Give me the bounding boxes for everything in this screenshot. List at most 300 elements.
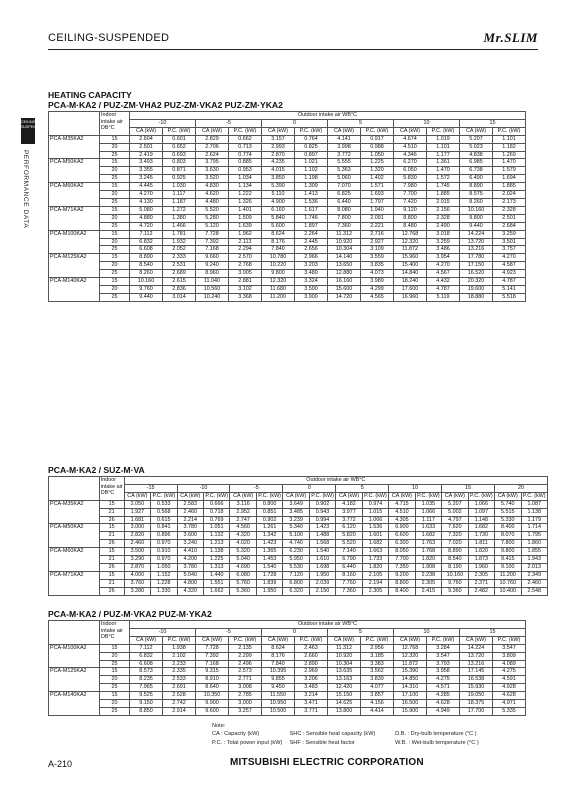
capacity-cell: 10.780 [262, 254, 295, 262]
power-cell: 1.097 [468, 508, 494, 516]
capacity-cell: 5.120 [196, 222, 229, 230]
capacity-cell: 10.560 [196, 285, 229, 293]
indoor-temp-cell: 25 [100, 222, 130, 230]
power-cell: 1.272 [163, 206, 196, 214]
power-cell: 1.365 [256, 548, 282, 556]
power-cell: 2.233 [163, 660, 196, 668]
power-cell: 3.383 [361, 660, 394, 668]
capacity-cell: 3.290 [124, 556, 150, 564]
capacity-cell: 2.870 [262, 151, 295, 159]
power-cell: 3.259 [427, 238, 460, 246]
capacity-cell: 2.604 [130, 135, 163, 143]
capacity-cell: 12.768 [394, 230, 427, 238]
power-cell: 1.820 [415, 556, 441, 564]
capacity-cell: 6.440 [336, 563, 362, 571]
power-column-header: P.C. (kW) [493, 127, 526, 135]
capacity-column-header: CA (kW) [124, 492, 150, 500]
power-cell: 0.533 [151, 500, 177, 508]
indoor-temp-cell: 25 [100, 270, 130, 278]
power-cell: 0.774 [229, 151, 262, 159]
capacity-cell: 8.850 [130, 707, 163, 715]
capacity-cell: 14.224 [460, 230, 493, 238]
capacity-cell: 4.000 [124, 571, 150, 579]
capacity-cell: 8.800 [394, 214, 427, 222]
power-cell: 1.222 [229, 191, 262, 199]
capacity-cell: 9.315 [196, 668, 229, 676]
indoor-temp-cell: 25 [100, 707, 130, 715]
capacity-cell: 6.985 [460, 159, 493, 167]
capacity-cell: 13.800 [328, 707, 361, 715]
capacity-cell: 8.480 [394, 222, 427, 230]
table-row [49, 278, 526, 286]
power-cell: 1.035 [415, 500, 441, 508]
power-column-header: P.C. (kW) [417, 492, 440, 499]
capacity-cell: 6.790 [336, 556, 362, 564]
power-cell: 2.039 [309, 579, 335, 587]
capacity-cell: 12.320 [394, 652, 427, 660]
power-cell: 1.571 [361, 183, 394, 191]
table-row [49, 652, 526, 660]
capacity-cell: 3.998 [328, 143, 361, 151]
table-row [49, 270, 526, 278]
capacity-cell: 7.360 [328, 222, 361, 230]
power-cell: 1.682 [415, 532, 441, 540]
power-cell: 1.932 [163, 238, 196, 246]
indoor-intake-label-line: intake air [101, 627, 123, 634]
power-cell: 3.005 [229, 270, 262, 278]
power-cell: 2.615 [163, 278, 196, 286]
capacity-cell: 6.738 [460, 167, 493, 175]
power-cell: 1.228 [151, 579, 177, 587]
capacity-cell: 2.706 [196, 143, 229, 151]
power-cell: 3.562 [361, 668, 394, 676]
table-row [49, 293, 526, 301]
indoor-temp-cell: 25 [100, 684, 130, 692]
table-row [49, 707, 526, 715]
capacity-cell: 4.510 [389, 508, 415, 516]
power-cell: 3.809 [493, 652, 526, 660]
capacity-cell: 3.795 [196, 159, 229, 167]
indoor-temp-cell: 26 [99, 540, 124, 548]
capacity-cell: 8.400 [389, 587, 415, 595]
capacity-cell: 5.100 [283, 532, 309, 540]
capacity-cell: 15.600 [328, 285, 361, 293]
capacity-cell: 10.160 [442, 571, 468, 579]
power-cell: 4.565 [361, 293, 394, 301]
indoor-intake-label-line: intake air [101, 118, 123, 125]
capacity-cell: 4.130 [130, 198, 163, 206]
capacity-cell: 9.800 [262, 270, 295, 278]
capacity-cell: 7.168 [196, 246, 229, 254]
power-cell: 2.194 [362, 579, 388, 587]
capacity-cell: 3.977 [336, 508, 362, 516]
power-cell: 1.117 [163, 191, 196, 199]
power-cell: 4.432 [427, 278, 460, 286]
power-cell: 1.610 [309, 556, 335, 564]
power-cell: 1.897 [295, 222, 328, 230]
capacity-column-header: CA (kW) [230, 492, 256, 500]
table-row [49, 246, 526, 254]
capacity-cell: 5.830 [394, 175, 427, 183]
capacity-cell: 9.855 [262, 676, 295, 684]
capacity-cell: 15.150 [328, 692, 361, 700]
power-cell: 0.917 [361, 135, 394, 143]
capacity-cell: 17.100 [394, 692, 427, 700]
power-cell: 2.691 [163, 684, 196, 692]
capacity-column-header: CA (kW) [196, 636, 229, 644]
power-cell: 1.050 [151, 563, 177, 571]
performance-table [48, 111, 548, 302]
indoor-temp-cell: 15 [100, 159, 130, 167]
capacity-cell: 14.140 [328, 254, 361, 262]
power-cell: 0.896 [151, 532, 177, 540]
capacity-cell: 4.270 [130, 191, 163, 199]
capacity-cell: 7.070 [328, 183, 361, 191]
capacity-cell: 3.000 [124, 524, 150, 532]
power-cell: 3.559 [361, 254, 394, 262]
power-cell: 3.109 [361, 246, 394, 254]
capacity-column-header: CA (kW) [328, 636, 361, 644]
table-row [49, 191, 526, 199]
capacity-cell: 3.355 [130, 167, 163, 175]
power-cell: 1.938 [163, 644, 196, 652]
capacity-cell: 1.681 [124, 516, 150, 524]
capacity-cell: 17.700 [460, 707, 493, 715]
indoor-temp-cell: 25 [100, 198, 130, 206]
power-column-header: P.C. (kW) [295, 636, 328, 644]
capacity-cell: 7.360 [336, 587, 362, 595]
power-cell: 2.371 [468, 579, 494, 587]
header-divider [48, 49, 538, 50]
capacity-cell: 3.239 [283, 516, 309, 524]
performance-table [48, 620, 548, 716]
power-cell: 1.423 [309, 524, 335, 532]
outdoor-temp-header: 20 [495, 484, 548, 492]
power-cell: 4.787 [493, 278, 526, 286]
outdoor-temp-header: 15 [442, 484, 495, 492]
power-cell: 0.970 [151, 556, 177, 564]
capacity-cell: 3.760 [124, 579, 150, 587]
power-cell: 4.923 [493, 270, 526, 278]
capacity-cell: 2.583 [177, 500, 203, 508]
note-item: CA : Capacity (kW) [212, 731, 260, 738]
indoor-intake-label-line: Indoor [101, 621, 117, 627]
indoor-temp-cell: 15 [100, 668, 130, 676]
capacity-cell: 7.965 [130, 684, 163, 692]
capacity-cell: 6.600 [389, 532, 415, 540]
power-cell: 1.138 [203, 548, 229, 556]
capacity-cell: 14.625 [328, 700, 361, 708]
capacity-cell: 3.649 [283, 500, 309, 508]
table-row [49, 524, 548, 532]
indoor-temp-cell: 15 [100, 230, 130, 238]
power-cell: 2.299 [229, 652, 262, 660]
power-cell: 1.361 [427, 159, 460, 167]
power-cell: 1.579 [493, 167, 526, 175]
power-cell: 0.925 [163, 175, 196, 183]
capacity-cell: 8.400 [495, 524, 521, 532]
capacity-cell: 4.510 [394, 143, 427, 151]
power-cell: 5.141 [493, 285, 526, 293]
capacity-cell: 6.300 [389, 540, 415, 548]
power-cell: 1.509 [229, 214, 262, 222]
capacity-cell: 8.260 [460, 198, 493, 206]
power-cell: 2.684 [493, 222, 526, 230]
capacity-cell: 8.573 [130, 668, 163, 676]
capacity-cell: 13.650 [328, 262, 361, 270]
capacity-cell: 5.320 [230, 548, 256, 556]
power-cell: 2.335 [163, 668, 196, 676]
table-row [49, 285, 526, 293]
power-cell: 2.689 [163, 270, 196, 278]
indoor-temp-cell: 15 [100, 183, 130, 191]
footer-brand: MITSUBISHI ELECTRIC CORPORATION [230, 757, 424, 768]
power-cell: 1.198 [295, 175, 328, 183]
note-title: Note: [212, 723, 226, 729]
power-cell: 0.713 [229, 143, 262, 151]
capacity-cell: 13.163 [328, 676, 361, 684]
power-cell: 1.470 [427, 167, 460, 175]
power-cell: 1.380 [163, 214, 196, 222]
capacity-column-header: CA (kW) [389, 492, 415, 500]
capacity-cell: 6.900 [389, 524, 415, 532]
capacity-cell: 5.555 [328, 159, 361, 167]
capacity-cell: 4.690 [230, 563, 256, 571]
power-cell: 2.333 [163, 254, 196, 262]
power-cell: 2.052 [163, 246, 196, 254]
capacity-cell: 10.920 [328, 238, 361, 246]
power-cell: 1.633 [415, 524, 441, 532]
power-cell: 1.885 [493, 183, 526, 191]
capacity-cell: 13.720 [460, 238, 493, 246]
power-cell: 4.571 [427, 684, 460, 692]
power-cell: 3.008 [229, 684, 262, 692]
power-cell: 4.275 [427, 676, 460, 684]
capacity-cell: 8.800 [389, 579, 415, 587]
capacity-cell: 11.550 [262, 692, 295, 700]
indoor-temp-cell: 20 [100, 143, 130, 151]
power-cell: 1.698 [309, 563, 335, 571]
capacity-cell: 6.608 [130, 246, 163, 254]
power-cell: 2.460 [521, 579, 548, 587]
capacity-cell: 9.525 [130, 692, 163, 700]
capacity-cell: 5.110 [262, 191, 295, 199]
power-cell: 0.825 [295, 143, 328, 151]
capacity-cell: 9.440 [130, 293, 163, 301]
capacity-cell: 8.160 [336, 571, 362, 579]
table-row [49, 692, 526, 700]
power-cell: 4.628 [493, 692, 526, 700]
capacity-cell: 16.520 [460, 270, 493, 278]
indoor-intake-label-line: DB°C [101, 125, 115, 131]
power-cell: 2.548 [521, 587, 548, 595]
capacity-cell: 4.900 [262, 198, 295, 206]
power-cell: 1.309 [295, 183, 328, 191]
capacity-cell: 8.910 [196, 676, 229, 684]
capacity-cell: 17.780 [460, 254, 493, 262]
capacity-column-header: CA (kW) [130, 636, 163, 644]
table-row [49, 660, 526, 668]
capacity-cell: 5.040 [230, 556, 256, 564]
capacity-cell: 10.160 [460, 206, 493, 214]
capacity-cell: 18.375 [460, 700, 493, 708]
table-row [49, 668, 526, 676]
power-cell: 2.328 [427, 214, 460, 222]
capacity-cell: 3.850 [262, 175, 295, 183]
model-name-cell: PCA-M50KA2 [49, 159, 100, 183]
power-cell: 1.714 [521, 524, 548, 532]
indoor-temp-cell: 15 [99, 500, 124, 508]
capacity-cell: 4.620 [196, 191, 229, 199]
power-cell: 0.718 [203, 508, 229, 516]
capacity-cell: 7.020 [442, 540, 468, 548]
capacity-cell: 15.900 [394, 707, 427, 715]
power-cell: 2.660 [295, 652, 328, 660]
capacity-cell: 4.182 [336, 500, 362, 508]
power-cell: 1.820 [468, 548, 494, 556]
indoor-temp-cell: 20 [100, 214, 130, 222]
capacity-cell: 9.800 [460, 214, 493, 222]
table-row [49, 548, 548, 556]
capacity-cell: 5.330 [495, 516, 521, 524]
outdoor-temp-header: 10 [389, 484, 442, 492]
power-cell: 1.423 [256, 540, 282, 548]
power-cell: 3.989 [361, 278, 394, 286]
power-cell: 1.313 [203, 563, 229, 571]
table-row [49, 684, 526, 692]
page-title: CEILING-SUSPENDED [48, 32, 170, 44]
table-row [49, 175, 526, 183]
capacity-cell: 4.560 [230, 524, 256, 532]
table-row [49, 532, 548, 540]
table-row [49, 135, 526, 143]
capacity-cell: 10.304 [328, 246, 361, 254]
indoor-temp-cell: 15 [99, 571, 124, 579]
indoor-temp-cell: 20 [100, 676, 130, 684]
capacity-cell: 5.002 [442, 508, 468, 516]
table-row [49, 700, 526, 708]
note-item: W.B. : Wet-bulb temperature (°C ) [395, 739, 479, 746]
power-cell: 1.470 [493, 159, 526, 167]
power-cell: 3.324 [295, 278, 328, 286]
capacity-cell: 5.600 [262, 222, 295, 230]
note-row [212, 739, 479, 747]
power-cell: 1.213 [203, 540, 229, 548]
power-cell: 2.969 [295, 668, 328, 676]
indoor-intake-header [100, 621, 130, 645]
section-heating-suz [48, 465, 548, 596]
power-cell: 1.330 [151, 587, 177, 595]
capacity-cell: 9.660 [196, 254, 229, 262]
capacity-cell: 9.120 [394, 206, 427, 214]
capacity-cell: 12.420 [328, 684, 361, 692]
section-heading: HEATING CAPACITY [48, 90, 132, 100]
capacity-cell: 2.214 [177, 516, 203, 524]
capacity-cell: 8.624 [262, 230, 295, 238]
capacity-cell: 4.480 [196, 198, 229, 206]
capacity-cell: 3.520 [196, 175, 229, 183]
power-cell: 3.480 [295, 270, 328, 278]
power-cell: 2.328 [493, 206, 526, 214]
power-cell: 4.156 [361, 700, 394, 708]
capacity-cell: 8.050 [389, 548, 415, 556]
capacity-column-header: CA (kW) [262, 636, 295, 644]
power-column-header: P.C. (kW) [295, 127, 328, 135]
power-cell: 3.547 [493, 644, 526, 652]
power-cell: 1.152 [151, 571, 177, 579]
power-cell: 1.101 [427, 143, 460, 151]
capacity-cell: 8.080 [328, 206, 361, 214]
data-table [48, 620, 526, 716]
table-row [49, 198, 526, 206]
capacity-column-header: CA (kW) [442, 492, 468, 500]
capacity-column-header: CA (kW) [460, 636, 493, 644]
power-cell: 2.305 [415, 579, 441, 587]
power-cell: 1.536 [295, 198, 328, 206]
section-heating-puz-m [48, 609, 548, 716]
capacity-cell: 4.320 [177, 587, 203, 595]
power-cell: 1.745 [427, 183, 460, 191]
capacity-cell: 7.728 [196, 230, 229, 238]
power-cell: 4.073 [361, 270, 394, 278]
data-table [48, 111, 526, 302]
power-cell: 1.860 [521, 540, 548, 548]
model-name-cell: PCA-M35KA2 [49, 135, 100, 159]
capacity-cell: 11.040 [196, 278, 229, 286]
capacity-cell: 4.346 [394, 151, 427, 159]
capacity-cell: 9.200 [389, 571, 415, 579]
capacity-cell: 16.500 [394, 700, 427, 708]
capacity-cell: 9.600 [196, 707, 229, 715]
capacity-cell: 8.070 [495, 532, 521, 540]
table-row [49, 222, 526, 230]
indoor-temp-cell: 20 [100, 191, 130, 199]
capacity-cell: 3.630 [196, 167, 229, 175]
capacity-cell: 8.624 [262, 644, 295, 652]
power-cell: 2.890 [295, 660, 328, 668]
capacity-cell: 3.600 [177, 532, 203, 540]
power-cell: 2.264 [295, 230, 328, 238]
note-item: P.C. : Total power input (kW) [212, 739, 283, 746]
note-row [212, 730, 479, 738]
outdoor-temp-header: -10 [130, 628, 196, 636]
capacity-cell: 2.624 [196, 151, 229, 159]
power-cell: 2.294 [229, 246, 262, 254]
power-cell: 4.949 [427, 707, 460, 715]
indoor-temp-cell: 26 [99, 587, 124, 595]
capacity-cell: 1.927 [124, 508, 150, 516]
outdoor-temp-header: 15 [460, 119, 526, 127]
capacity-cell: 7.120 [283, 571, 309, 579]
power-cell: 2.496 [229, 660, 262, 668]
power-cell: 2.914 [163, 707, 196, 715]
outdoor-temp-header: 0 [283, 484, 336, 492]
capacity-cell: 10.304 [328, 660, 361, 668]
power-column-header: P.C. (kW) [229, 127, 262, 135]
model-header-cell [49, 112, 100, 136]
power-cell: 4.270 [493, 254, 526, 262]
capacity-cell: 7.840 [262, 246, 295, 254]
power-cell: 1.733 [362, 556, 388, 564]
capacity-cell: 10.395 [262, 668, 295, 676]
capacity-cell: 7.760 [336, 579, 362, 587]
power-cell: 3.857 [361, 692, 394, 700]
capacity-cell: 18.880 [460, 293, 493, 301]
power-cell: 0.652 [163, 143, 196, 151]
capacity-cell: 7.980 [394, 183, 427, 191]
power-cell: 1.940 [361, 206, 394, 214]
indoor-intake-label-line: Indoor [101, 112, 117, 118]
